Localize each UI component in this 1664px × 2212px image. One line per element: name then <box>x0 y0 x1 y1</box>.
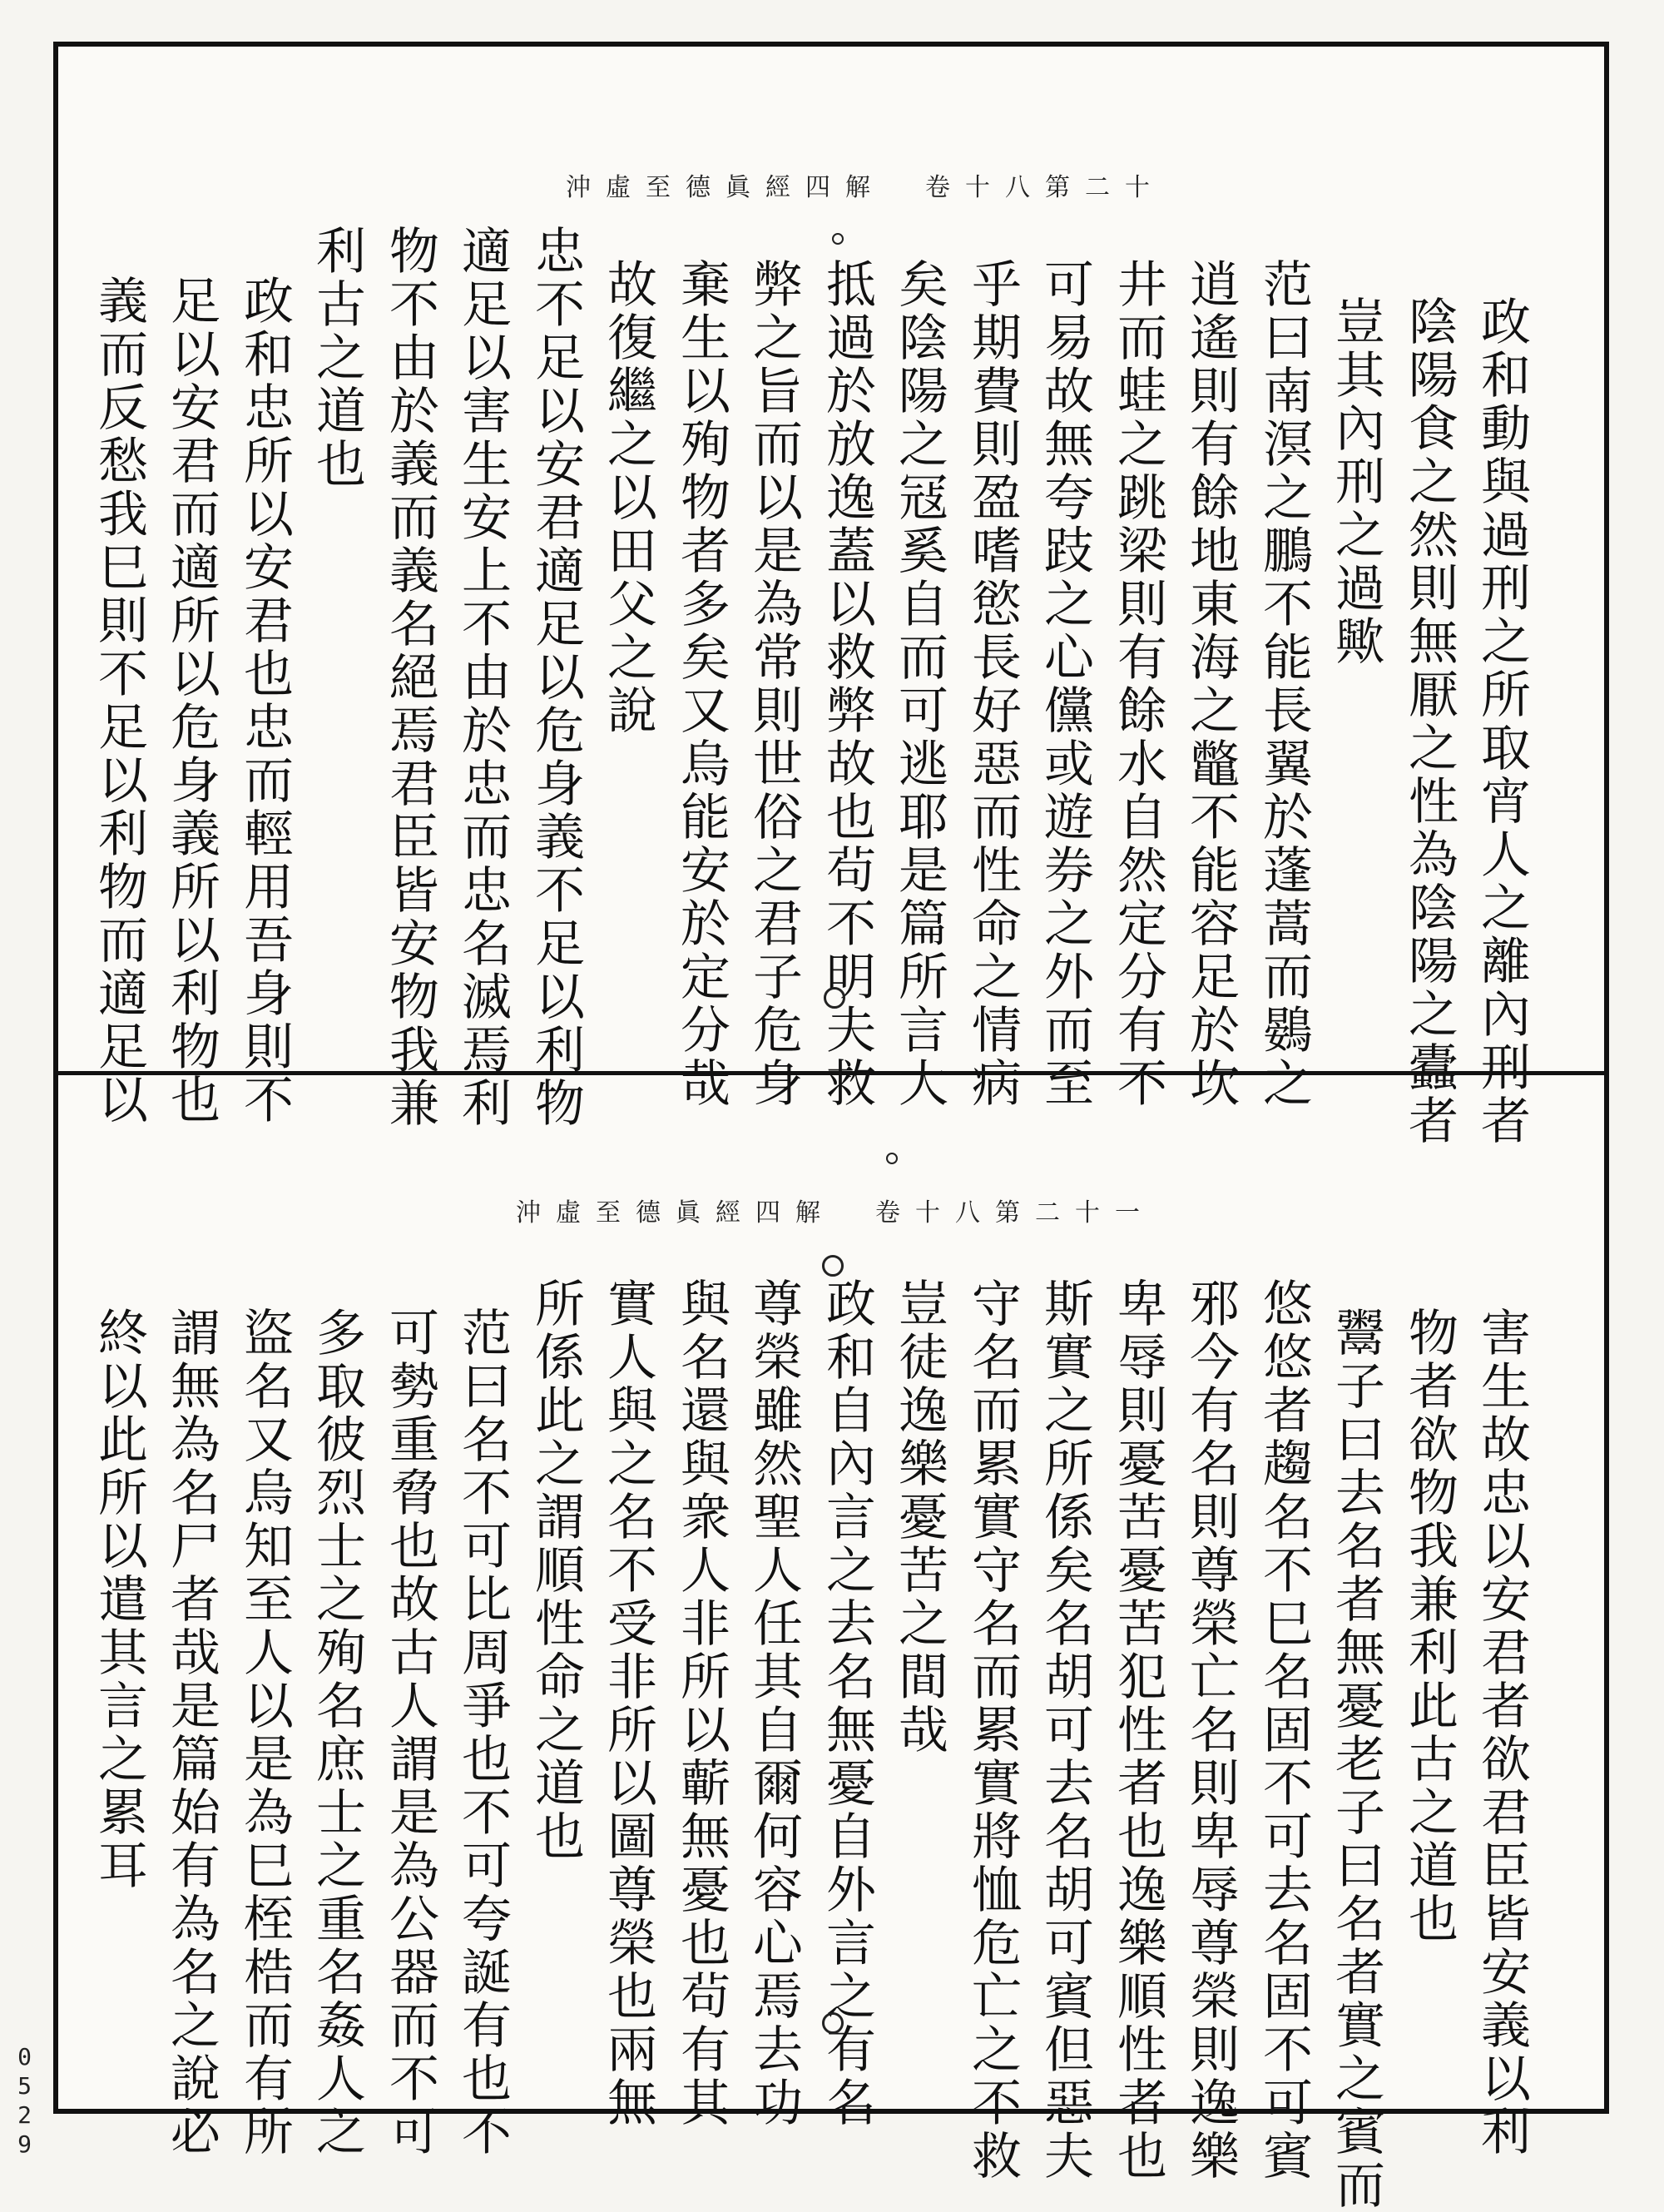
page2-column: 害生故忠以安君者欲君臣皆安義以利 <box>1473 1307 1531 2159</box>
page1-column: 矣陰陽之冦奚自而可逃耶是篇所言大 <box>890 258 948 1110</box>
punctuation-circle-mark <box>822 2012 844 2034</box>
punctuation-circle-mark <box>822 1255 844 1277</box>
page2-column: 與名還與衆人非所以蘄無憂也茍有其 <box>672 1277 730 2130</box>
page1-column: 義而反愁我巳則不足以利物而適足以 <box>90 275 148 1127</box>
page1-column: 陰陽食之然則無厭之性為陰陽之蠹者 <box>1400 295 1458 1148</box>
page1-column: 政和動與過刑之所取宵人之離內刑者 <box>1473 295 1531 1148</box>
page2-column: 悠悠者趨名不巳名固不可去名固不可賓 <box>1255 1277 1313 2183</box>
page2-column: 所係此之謂順性命之道也 <box>527 1277 585 1863</box>
page1-column: 棄生以殉物者多矣又烏能安於定分哉 <box>672 258 730 1110</box>
page2-column: 終以此所以遣其言之累耳 <box>90 1307 148 1892</box>
page2-column: 尊榮雖然聖人任其自爾何容心焉去功 <box>745 1277 803 2130</box>
page1-column: 乎期費則盈嗜慾長好惡而性命之情病 <box>963 258 1022 1110</box>
page1-column: 忠不足以安君適足以危身義不足以利物 <box>527 225 585 1130</box>
punctuation-circle-mark <box>886 1153 898 1164</box>
page2-column: 盜名又烏知至人以是為巳桎梏而有所 <box>235 1307 294 2159</box>
page2-column: 邪今有名則尊榮亡名則卑辱尊榮則逸樂 <box>1181 1277 1240 2183</box>
page-number: 0529 <box>11 2043 38 2160</box>
page2-column: 斯實之所係矣名胡可去名胡可賓但惡夫 <box>1036 1277 1094 2183</box>
page2-column: 守名而累實守名而累實將恤危亡之不救 <box>963 1277 1022 2183</box>
page1-header: 沖虛至德眞經四解 卷十八第二十 <box>566 173 1165 202</box>
page2-column: 物者欲物我兼利此古之道也 <box>1400 1307 1458 1946</box>
page2-column: 實人與之名不受非所以圖尊榮也兩無 <box>599 1277 657 2130</box>
page2-column: 政和自內言之去名無憂自外言之有名 <box>818 1277 876 2130</box>
page1-column: 故復繼之以田父之說 <box>599 258 657 737</box>
page1-column: 可易故無夸跂之心儻或遊券之外而至 <box>1036 258 1094 1110</box>
page1-column: 井而蛙之跳梁則有餘水自然定分有不 <box>1109 258 1167 1110</box>
punctuation-circle-mark <box>824 987 845 1009</box>
page1-column: 足以安君而適所以危身義所以利物也 <box>162 275 220 1127</box>
page2-column: 豈徒逸樂憂苦之間哉 <box>890 1277 948 1757</box>
page2-column: 范曰名不可比周爭也不可夸誕有也不 <box>453 1307 512 2159</box>
page2-column: 卑辱則憂苦憂苦犯性者也逸樂順性者也 <box>1109 1277 1167 2183</box>
page1-column: 適足以害生安上不由於忠而忠名滅焉利 <box>453 225 512 1130</box>
page1-column: 利古之道也 <box>308 225 366 491</box>
page1-column: 逍遙則有餘地東海之鼈不能容足於坎 <box>1181 258 1240 1110</box>
page1-column: 物不由於義而義名絕焉君臣皆安物我兼 <box>381 225 439 1130</box>
page1-column: 豈其內刑之過歟 <box>1327 295 1385 668</box>
page2-column: 鬻子曰去名者無憂老子曰名者實之賓而 <box>1327 1307 1385 2212</box>
page2-column: 謂無為名尸者哉是篇始有為名之說必 <box>162 1307 220 2159</box>
page1-column: 弊之旨而以是為常則世俗之君子危身 <box>745 258 803 1110</box>
page1-column: 政和忠所以安君也忠而輕用吾身則不 <box>235 275 294 1127</box>
page1-column: 范曰南溟之鵬不能長翼於蓬蒿而鷃之 <box>1255 258 1313 1110</box>
page2-header: 沖虛至德眞經四解 卷十八第二十一 <box>516 1198 1155 1228</box>
page2-column: 多取彼烈士之殉名庶士之重名姦人之 <box>308 1307 366 2159</box>
punctuation-circle-mark <box>832 233 844 245</box>
page2-column: 可勢重脅也故古人謂是為公器而不可 <box>381 1307 439 2159</box>
page1-column: 抵過於放逸蓋以救弊故也茍不明夫救 <box>818 258 876 1110</box>
